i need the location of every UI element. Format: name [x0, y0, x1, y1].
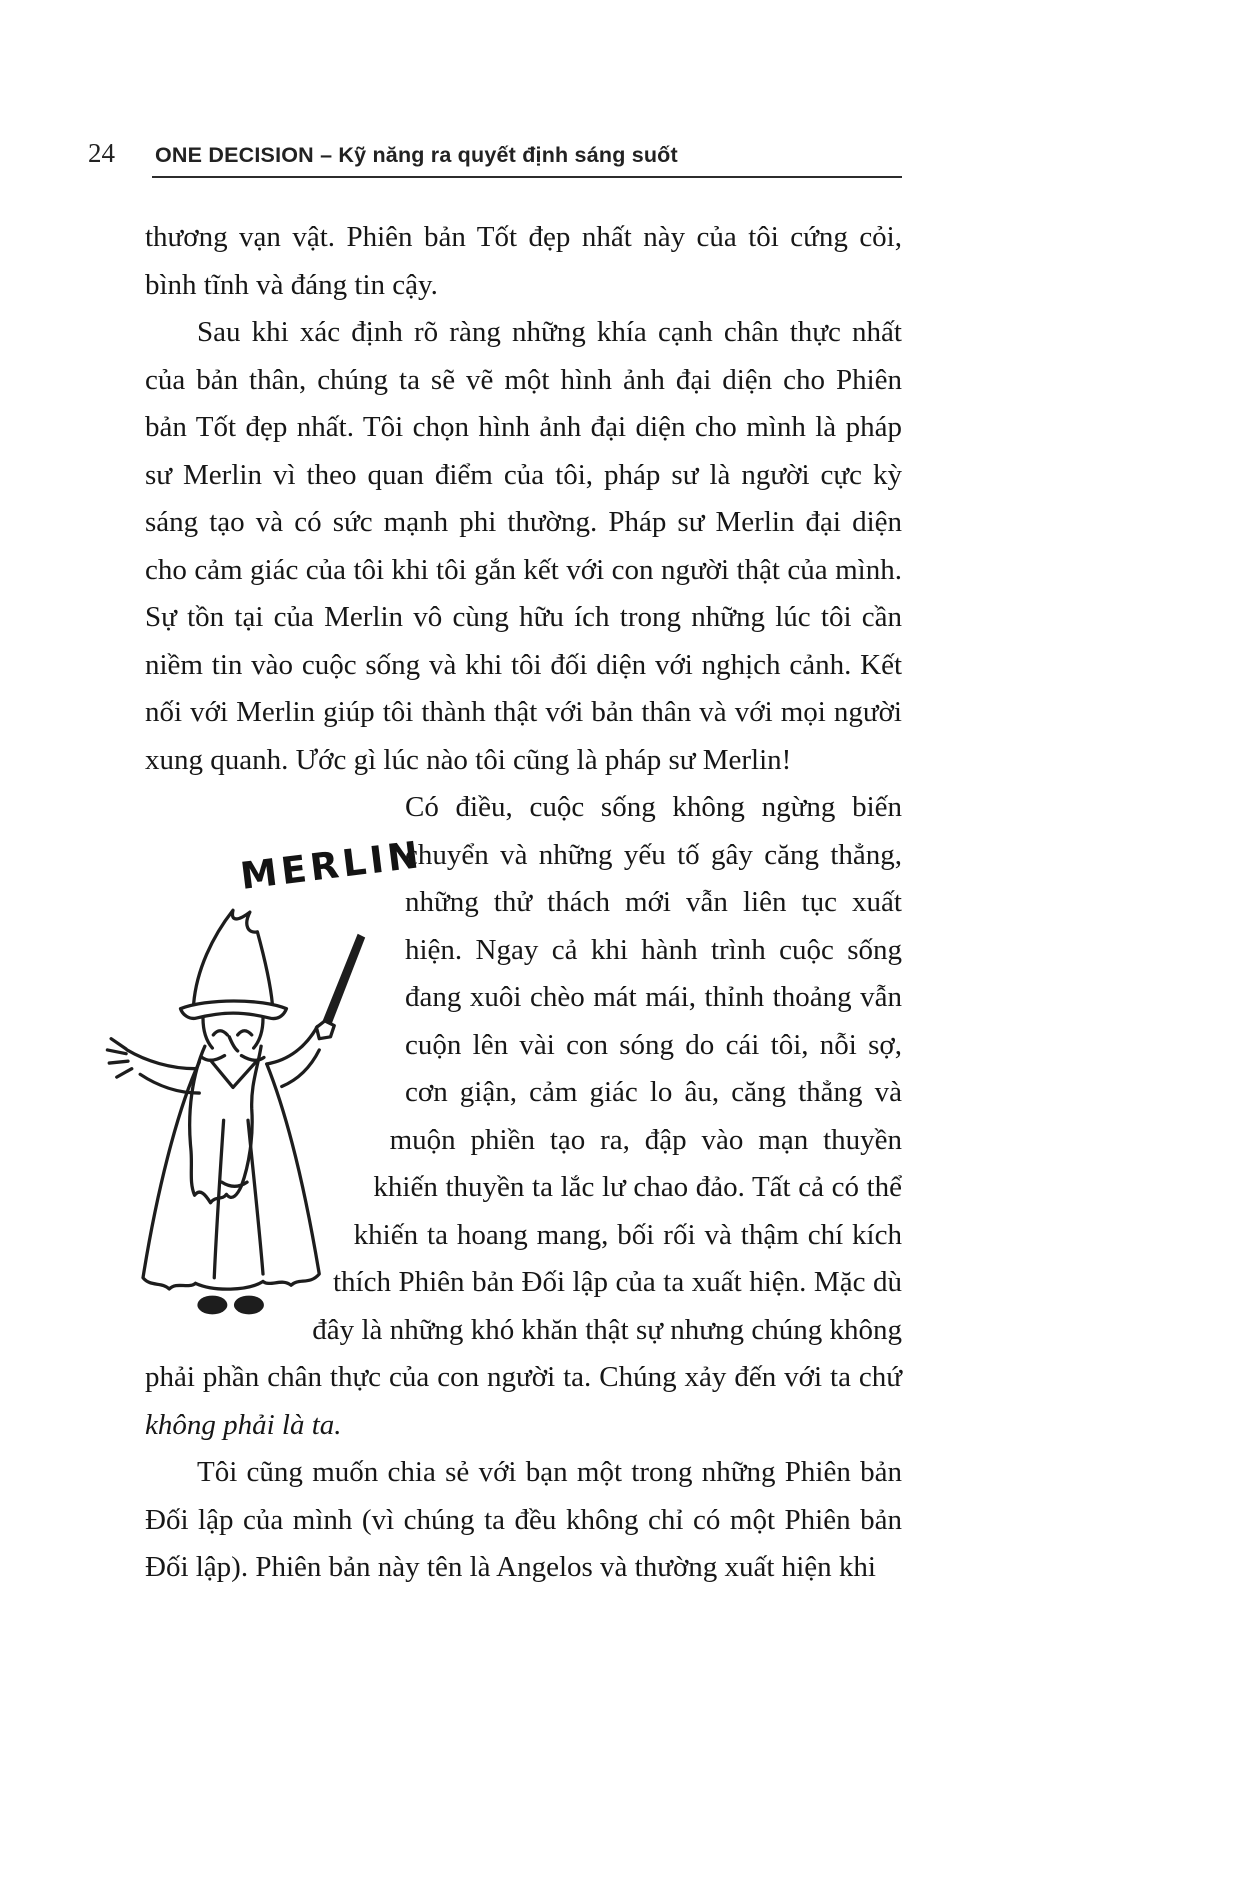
page-number: 24: [88, 138, 115, 168]
header-rule: [152, 176, 902, 178]
wizard-hat: [194, 910, 273, 1004]
paragraph-1: thương vạn vật. Phiên bản Tốt đẹp nhất này của tôi cứng cỏi, bình tĩnh và đáng tin cậy.: [145, 221, 902, 301]
paragraph-4: Tôi cũng muốn chia sẻ với bạn một trong những Phiên bản Đối lập của mình (vì chúng ta đều không chỉ có một Phiên bản Đối lập). Phiên bản này tên là Angelos và thường xuất hiện khi: [145, 1456, 902, 1583]
paragraph-3-lead: Có điều, cuộc sống không ngừng biến chuyển và những yếu tố gây căng thẳng, những thử thách mới vẫn liên tục xuất hiện. Ngay cả khi hành trình cuộc sống đang xuôi chèo mát mái, thỉnh thoảng vẫn cuộn lên vài con sóng do cái tôi, nỗi sợ, cơn giận, cảm giác lo âu, căng thẳng và muộn phiền tạo ra, đập vào mạn thuyền khiến thuyền ta lắc lư chao đảo. Tất cả có thể khiến ta hoang mang, bối rối và thậm chí kích thích Phiên bản Đối lập của ta xuất hiện. Mặc dù đây là những khó khăn thật sự nhưng chúng không phải phần chân thực của con người ta. Chúng xảy đến với ta chứ: [145, 791, 902, 1393]
merlin-illustration-label: MERLIN: [238, 833, 425, 898]
paragraph-3-emphasis: không phải là ta.: [145, 1408, 342, 1441]
paragraph-3: [145, 784, 902, 1449]
merlin-wizard-illustration: [83, 884, 383, 1334]
wand-icon: [321, 934, 365, 1030]
merlin-figure: [87, 784, 425, 1344]
body-text: [145, 214, 902, 1592]
running-header-title: ONE DECISION – Kỹ năng ra quyết định sáng suốt: [155, 143, 678, 167]
paragraph-2: Sau khi xác định rõ ràng những khía cạnh chân thực nhất của bản thân, chúng ta sẽ vẽ một hình ảnh đại diện cho Phiên bản Tốt đẹp nhất. Tôi chọn hình ảnh đại diện cho mình là pháp sư Merlin vì theo quan điểm của tôi, pháp sư là người cực kỳ sáng tạo và có sức mạnh phi thường. Pháp sư Merlin đại diện cho cảm giác của tôi khi tôi gắn kết với con người thật của mình. Sự tồn tại của Merlin vô cùng hữu ích trong những lúc tôi cần niềm tin vào cuộc sống và khi tôi đối diện với nghịch cảnh. Kết nối với Merlin giúp tôi thành thật với bản thân và với mọi người xung quanh. Ước gì lúc nào tôi cũng là pháp sư Merlin!: [145, 316, 902, 776]
